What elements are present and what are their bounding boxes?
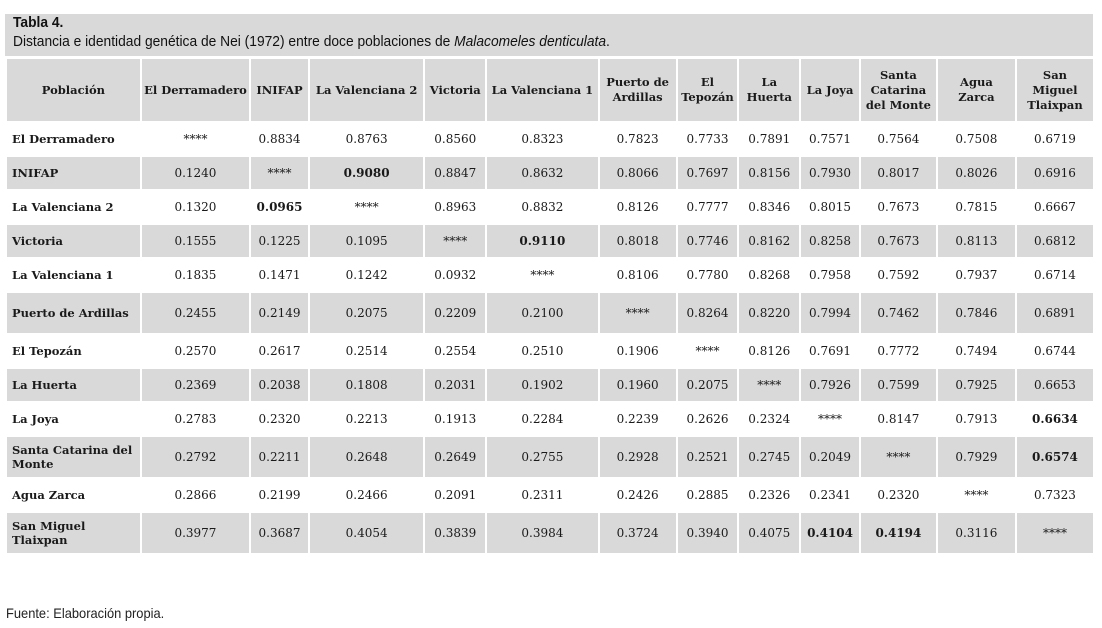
table-cell: 0.1320	[174, 200, 217, 214]
table-cell: 0.7823	[616, 132, 659, 146]
table-cell: 0.8018	[600, 225, 676, 257]
table-cell: 0.1835	[174, 268, 217, 282]
table-cell: 0.2031	[425, 369, 485, 401]
table-cell: 0.1960	[600, 369, 676, 401]
table-cell: 0.8268	[748, 268, 791, 282]
header-cell: Agua Zarca	[938, 59, 1015, 121]
header-cell: El Derramadero	[142, 59, 249, 121]
table-cell: 0.7508	[955, 132, 998, 146]
table-cell: 0.6891	[1017, 293, 1093, 333]
table-row	[7, 335, 1093, 367]
table-cell: 0.8963	[434, 200, 477, 214]
table-cell: 0.2049	[801, 437, 859, 477]
table-cell: 0.7777	[686, 200, 729, 214]
table-cell: 0.8017	[861, 157, 936, 189]
table-cell: 0.8264	[678, 293, 738, 333]
table-cell: 0.7564	[877, 132, 920, 146]
table-cell: 0.7929	[938, 437, 1015, 477]
table-row	[7, 191, 1093, 223]
table-header-row	[7, 59, 1093, 121]
table-cell: 0.2320	[258, 412, 301, 426]
table-cell: 0.7846	[938, 293, 1015, 333]
table-cell: 0.6667	[1033, 200, 1076, 214]
table-cell: ****	[964, 488, 989, 502]
table-cell: 0.8632	[487, 157, 597, 189]
table-cell: 0.7891	[748, 132, 791, 146]
table-cell: 0.7746	[678, 225, 738, 257]
header-cell: El Tepozán	[678, 59, 738, 121]
table-cell: 0.7780	[686, 268, 729, 282]
table-cell: 0.2284	[521, 412, 564, 426]
table-cell: 0.8066	[600, 157, 676, 189]
table-row	[7, 479, 1093, 511]
table-cell: 0.7494	[955, 344, 998, 358]
table-cell: 0.2570	[174, 344, 217, 358]
table-cell: 0.2617	[258, 344, 301, 358]
row-label: La Valenciana 2	[12, 200, 114, 214]
table-cell: 0.2311	[521, 488, 564, 502]
table-row	[7, 369, 1093, 401]
table-cell: 0.6574	[1017, 437, 1093, 477]
table-cell: 0.7958	[809, 268, 852, 282]
genetic-distance-table	[5, 57, 1095, 555]
row-label: El Derramadero	[12, 132, 115, 146]
table-cell: 0.8147	[877, 412, 920, 426]
table-cell: 0.2038	[251, 369, 308, 401]
table-cell: 0.2866	[174, 488, 217, 502]
table-cell: 0.2554	[434, 344, 477, 358]
table-cell: ****	[251, 157, 308, 189]
table-cell: 0.6634	[1031, 412, 1078, 426]
row-label: El Tepozán	[12, 344, 82, 358]
caption-text-before: Distancia e identidad genética de Nei (1972) entre doce poblaciones de	[13, 33, 455, 50]
table-cell: 0.6653	[1017, 369, 1093, 401]
table-cell: 0.8126	[748, 344, 791, 358]
table-cell: 0.2648	[310, 437, 423, 477]
table-cell: 0.3839	[425, 513, 485, 553]
row-label: La Huerta	[7, 369, 140, 401]
table-cell: 0.7925	[938, 369, 1015, 401]
table-cell: 0.4194	[861, 513, 936, 553]
table-cell: 0.8834	[258, 132, 301, 146]
table-cell: 0.8323	[521, 132, 564, 146]
table-cell: 0.2755	[487, 437, 597, 477]
table-cell: 0.8162	[739, 225, 799, 257]
row-label: La Valenciana 1	[12, 268, 114, 282]
table-cell: 0.2075	[678, 369, 738, 401]
header-cell: Santa Catarina del Monte	[861, 59, 936, 121]
table-cell: 0.1808	[310, 369, 423, 401]
row-label: INIFAP	[7, 157, 140, 189]
table-cell: 0.8346	[748, 200, 791, 214]
table-cell: ****	[183, 132, 208, 146]
table-cell: 0.8106	[616, 268, 659, 282]
caption-species: Malacomeles denticulata	[454, 33, 607, 50]
row-label: Agua Zarca	[12, 488, 86, 502]
table-cell: 0.4054	[310, 513, 423, 553]
table-cell: 0.2324	[748, 412, 791, 426]
table-cell: 0.0965	[256, 200, 303, 214]
table-cell: 0.2239	[616, 412, 659, 426]
table-cell: 0.8156	[739, 157, 799, 189]
table-cell: 0.2626	[686, 412, 729, 426]
header-cell: San Miguel Tlaixpan	[1017, 59, 1093, 121]
table-cell: ****	[861, 437, 936, 477]
table-row	[7, 225, 1093, 257]
table-cell: 0.2320	[877, 488, 920, 502]
table-cell: 0.2213	[345, 412, 388, 426]
table-caption-text	[13, 33, 610, 50]
table-cell: 0.8126	[616, 200, 659, 214]
table-row	[7, 403, 1093, 435]
table-row	[7, 437, 1093, 477]
table-cell: ****	[695, 344, 720, 358]
table-cell: 0.3724	[600, 513, 676, 553]
table-cell: 0.2100	[487, 293, 597, 333]
table-cell: 0.7323	[1033, 488, 1076, 502]
row-label: La Joya	[12, 412, 59, 426]
table-cell: 0.1906	[616, 344, 659, 358]
table-cell: 0.6812	[1017, 225, 1093, 257]
table-cell: 0.7673	[861, 225, 936, 257]
table-cell: 0.8832	[521, 200, 564, 214]
table-cell: 0.8220	[739, 293, 799, 333]
table-cell: ****	[1017, 513, 1093, 553]
table-cell: 0.7926	[801, 369, 859, 401]
table-cell: 0.9110	[487, 225, 597, 257]
table-row	[7, 259, 1093, 291]
table-cell: 0.1240	[142, 157, 249, 189]
table-cell: 0.2928	[600, 437, 676, 477]
table-cell: 0.8113	[938, 225, 1015, 257]
table-cell: 0.8847	[425, 157, 485, 189]
table-cell: 0.2783	[174, 412, 217, 426]
header-cell: Puerto de Ardillas	[600, 59, 676, 121]
table-cell: 0.7571	[809, 132, 852, 146]
table-cell: 0.1913	[434, 412, 477, 426]
header-cell: La Valenciana 1	[487, 59, 597, 121]
header-cell: La Huerta	[739, 59, 799, 121]
row-label: Santa Catarina del Monte	[7, 437, 140, 477]
table-cell: 0.0932	[434, 268, 477, 282]
table-cell: 0.2514	[345, 344, 388, 358]
table-cell: 0.3977	[142, 513, 249, 553]
table-source-note: Fuente: Elaboración propia.	[6, 605, 165, 621]
table-cell: 0.7930	[801, 157, 859, 189]
table-cell: 0.7994	[801, 293, 859, 333]
caption-text-after: .	[606, 33, 610, 50]
table-caption-label: Tabla 4.	[13, 14, 64, 31]
table-cell: 0.6744	[1033, 344, 1076, 358]
table-cell: 0.7733	[686, 132, 729, 146]
table-cell: 0.4075	[739, 513, 799, 553]
table-cell: 0.8258	[801, 225, 859, 257]
table-cell: 0.2466	[345, 488, 388, 502]
table-cell: 0.3687	[251, 513, 308, 553]
table-cell: 0.1471	[258, 268, 301, 282]
table-cell: ****	[530, 268, 555, 282]
table-cell: 0.2792	[142, 437, 249, 477]
table-cell: 0.7599	[861, 369, 936, 401]
table-row	[7, 157, 1093, 189]
table-cell: 0.2199	[258, 488, 301, 502]
header-cell: Victoria	[425, 59, 485, 121]
table-cell: ****	[818, 412, 843, 426]
table-caption	[5, 14, 1093, 56]
table-cell: 0.4104	[801, 513, 859, 553]
table-cell: 0.1095	[310, 225, 423, 257]
table-cell: 0.7772	[877, 344, 920, 358]
table-cell: 0.2510	[521, 344, 564, 358]
table-cell: ****	[600, 293, 676, 333]
table-cell: ****	[425, 225, 485, 257]
table-cell: ****	[739, 369, 799, 401]
table-cell: 0.1225	[251, 225, 308, 257]
table-cell: 0.2885	[686, 488, 729, 502]
table-cell: 0.2521	[678, 437, 738, 477]
table-cell: 0.1902	[487, 369, 597, 401]
table-cell: 0.3984	[487, 513, 597, 553]
table-cell: 0.2209	[425, 293, 485, 333]
table-cell: 0.2326	[748, 488, 791, 502]
table-cell: 0.2426	[616, 488, 659, 502]
table-cell: 0.2649	[425, 437, 485, 477]
table-row	[7, 123, 1093, 155]
table-body	[7, 123, 1093, 553]
table-cell: 0.8026	[938, 157, 1015, 189]
table-cell: 0.7691	[809, 344, 852, 358]
row-label: San Miguel Tlaixpan	[7, 513, 140, 553]
table-cell: 0.2369	[142, 369, 249, 401]
table-cell: 0.7697	[678, 157, 738, 189]
table-cell: 0.7815	[955, 200, 998, 214]
table-cell: 0.6719	[1033, 132, 1076, 146]
table-cell: 0.8015	[809, 200, 852, 214]
header-cell: Población	[7, 59, 140, 121]
table-cell: 0.2745	[739, 437, 799, 477]
table-cell: 0.2149	[251, 293, 308, 333]
table-cell: 0.7592	[877, 268, 920, 282]
table-cell: 0.3940	[678, 513, 738, 553]
table-cell: 0.6714	[1033, 268, 1076, 282]
header-cell: INIFAP	[251, 59, 308, 121]
table-cell: 0.1242	[345, 268, 388, 282]
table-cell: ****	[354, 200, 379, 214]
table-cell: 0.7937	[955, 268, 998, 282]
table-cell: 0.7462	[861, 293, 936, 333]
table-row	[7, 293, 1093, 333]
table-cell: 0.2091	[434, 488, 477, 502]
table-row	[7, 513, 1093, 553]
header-cell: La Valenciana 2	[310, 59, 423, 121]
table-cell: 0.8763	[345, 132, 388, 146]
table-cell: 0.8560	[434, 132, 477, 146]
table-cell: 0.2341	[809, 488, 852, 502]
row-label: Victoria	[7, 225, 140, 257]
table-cell: 0.1555	[142, 225, 249, 257]
table-cell: 0.7913	[955, 412, 998, 426]
table-cell: 0.2211	[251, 437, 308, 477]
table-cell: 0.2075	[310, 293, 423, 333]
table-cell: 0.7673	[877, 200, 920, 214]
table-cell: 0.9080	[310, 157, 423, 189]
table-cell: 0.6916	[1017, 157, 1093, 189]
table-cell: 0.3116	[938, 513, 1015, 553]
row-label: Puerto de Ardillas	[7, 293, 140, 333]
table-cell: 0.2455	[142, 293, 249, 333]
header-cell: La Joya	[801, 59, 859, 121]
